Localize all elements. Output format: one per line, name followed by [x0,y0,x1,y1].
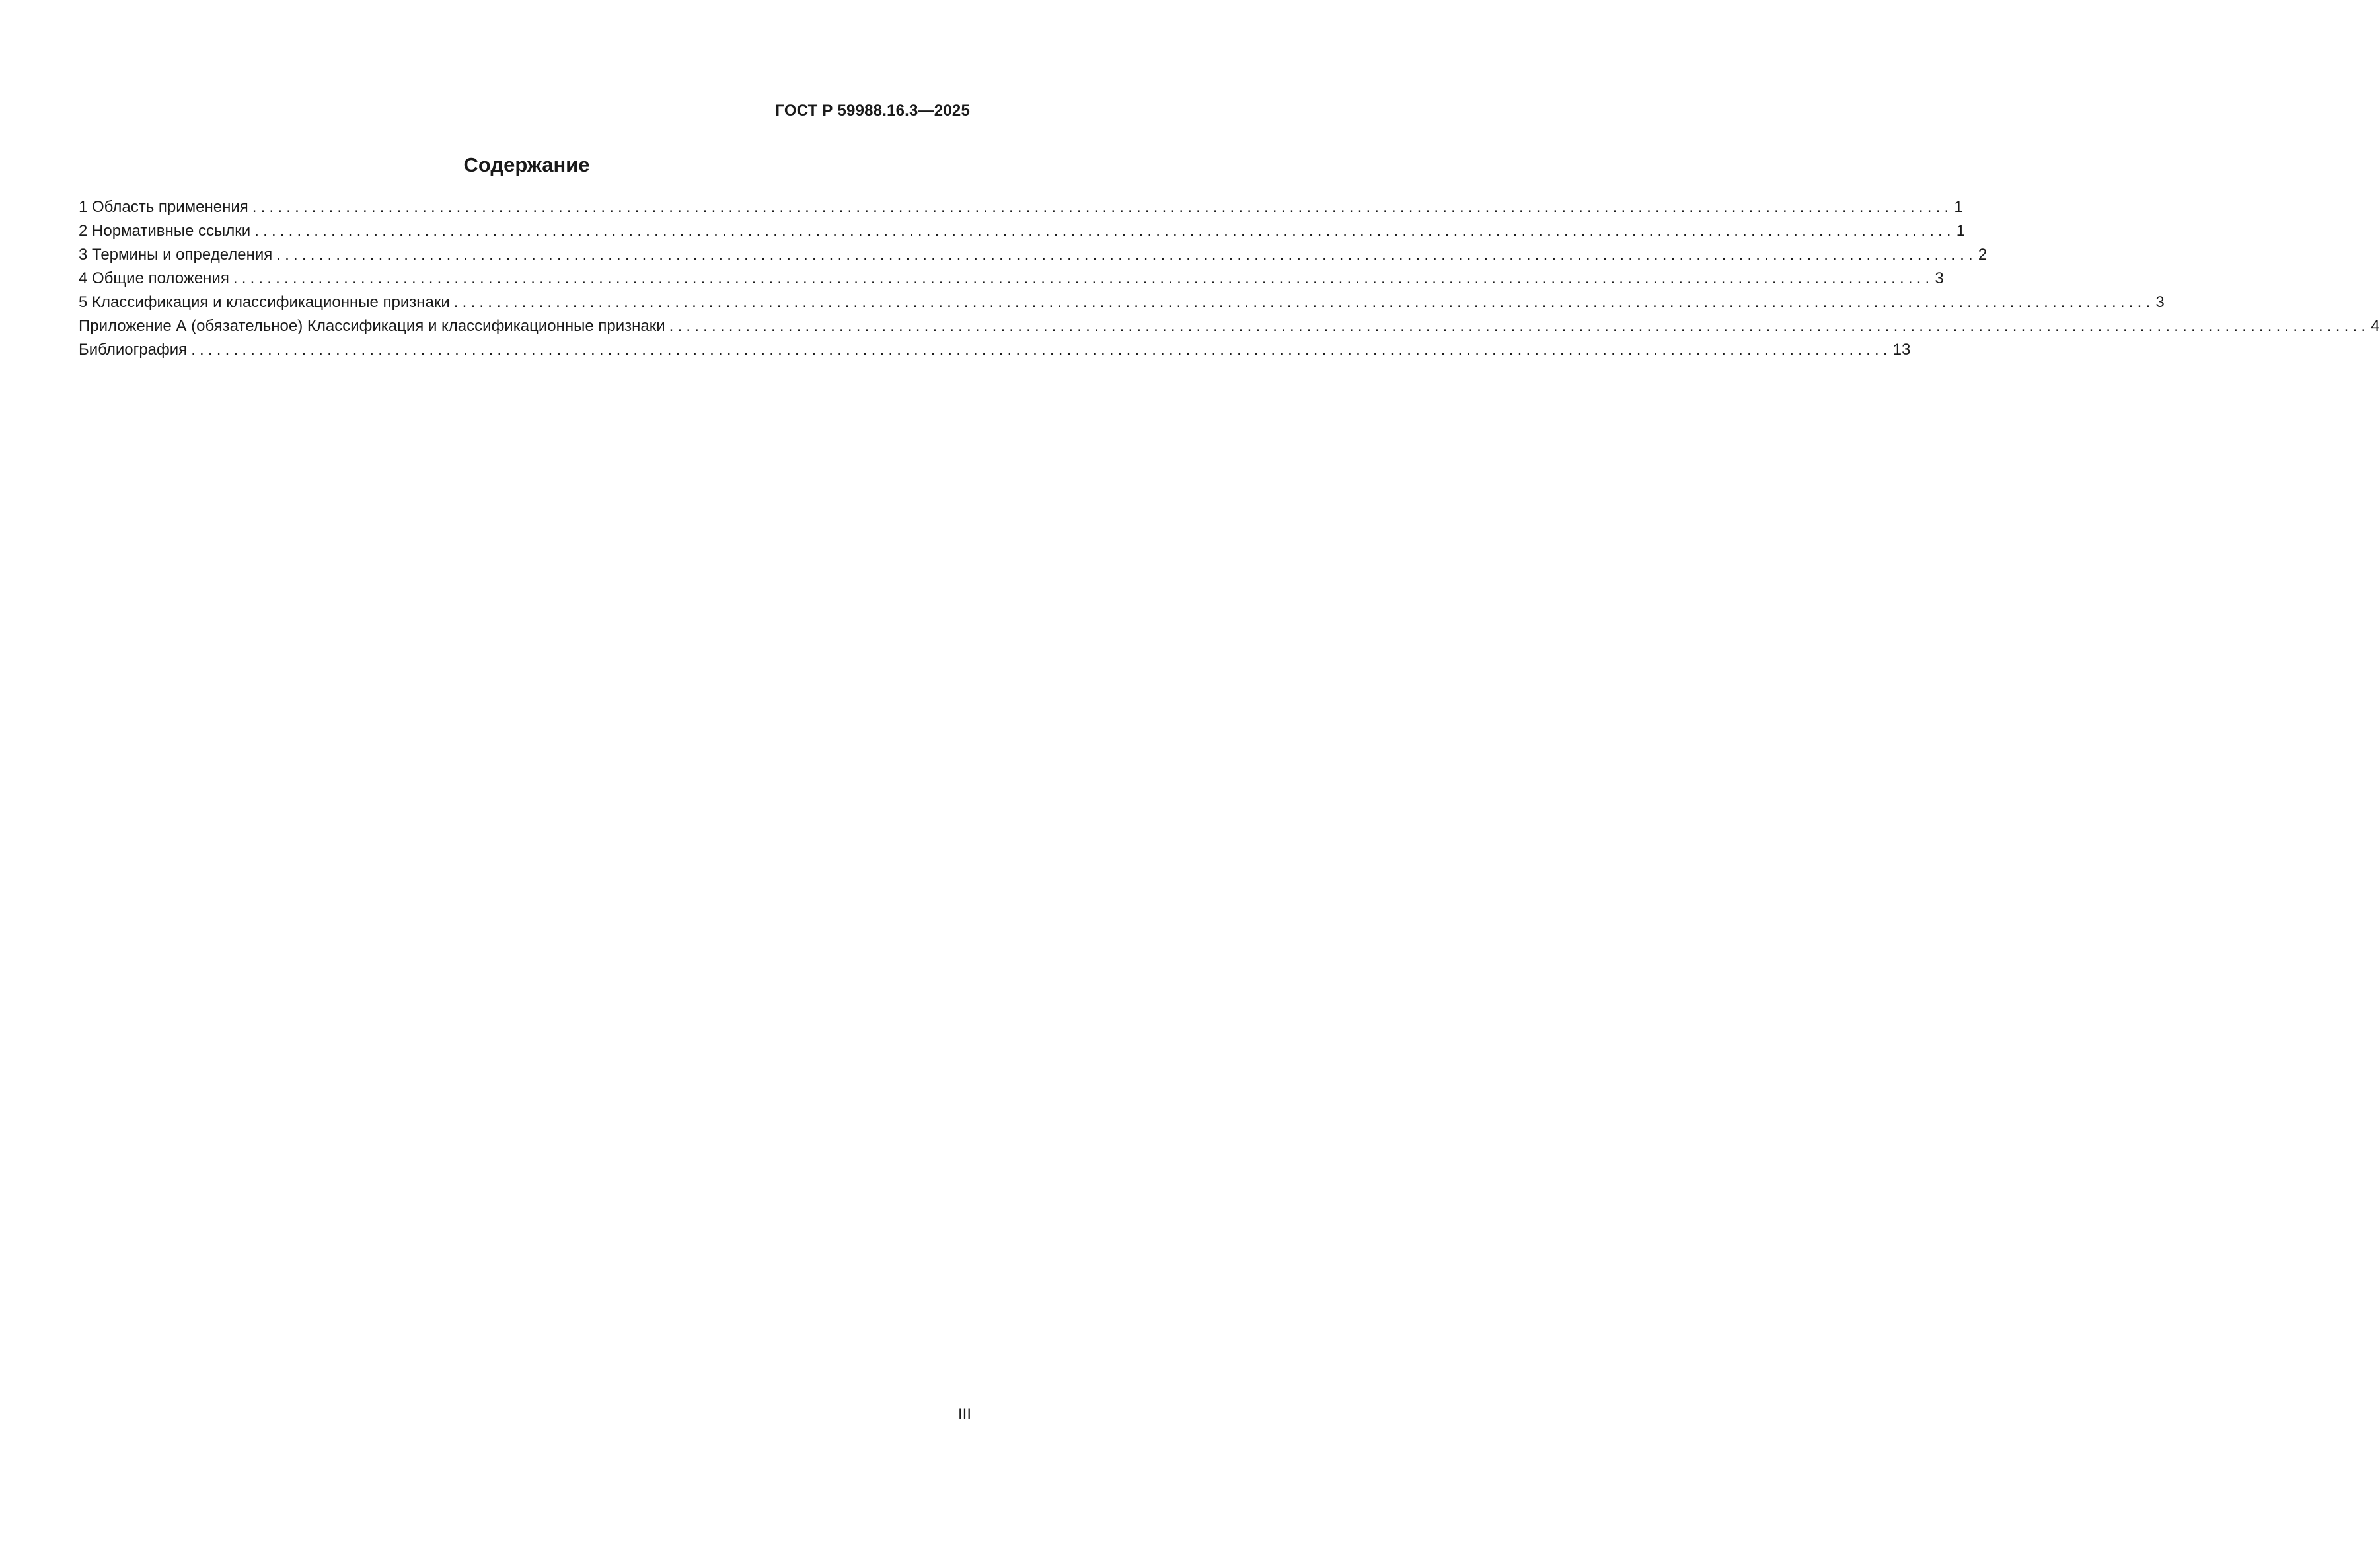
toc-entry-scope[interactable] [79,196,1963,219]
toc-dot-leader: ........................................................................................................................................................................................................ [191,341,1892,359]
toc-entry-text: 5 Классификация и классификационные признаки [79,293,450,311]
toc-entry-page: 13 [1892,341,1911,359]
toc-title: Содержание [463,153,590,176]
toc-dot-leader: ........................................................................................................................................................................................................ [252,198,1953,216]
toc-dot-leader: ........................................................................................................................................................................................................ [254,222,1955,240]
toc-entry-text: 4 Общие положения [79,269,229,287]
toc-entry-page: 3 [1935,269,1944,287]
toc-entry-text: Библиография [79,341,188,359]
toc-entry-text: 1 Область применения [79,198,248,216]
document-standard-header: ГОСТ Р 59988.16.3—2025 [775,102,970,120]
toc-dot-leader: ........................................................................................................................................................................................................ [453,293,2155,311]
toc-entry-text: 2 Нормативные ссылки [79,222,251,240]
toc-entry-text: 3 Термины и определения [79,246,273,264]
toc-entry-normative-references[interactable] [79,219,1966,243]
toc-entry-general-provisions[interactable] [79,267,1944,291]
toc-entry-appendix-a[interactable] [79,314,2380,338]
toc-entry-terms-definitions[interactable] [79,243,1988,267]
toc-entry-bibliography[interactable] [79,338,1911,362]
toc-list [79,196,2380,362]
toc-dot-leader: ........................................................................................................................................................................................................ [276,246,1977,264]
toc-entry-page: 4 [2371,317,2380,335]
toc-dot-leader: ........................................................................................................................................................................................................ [233,269,1934,287]
toc-entry-page: 1 [1956,222,1966,240]
toc-entry-page: 3 [2155,293,2165,311]
toc-entry-page: 1 [1954,198,1963,216]
page-number: III [957,1406,971,1423]
toc-entry-page: 2 [1978,246,1988,264]
toc-entry-classification[interactable] [79,291,2165,314]
toc-dot-leader: ........................................................................................................................................................................................................ [669,317,2370,335]
toc-entry-text: Приложение А (обязательное) Классификация и классификационные признаки [79,317,665,335]
